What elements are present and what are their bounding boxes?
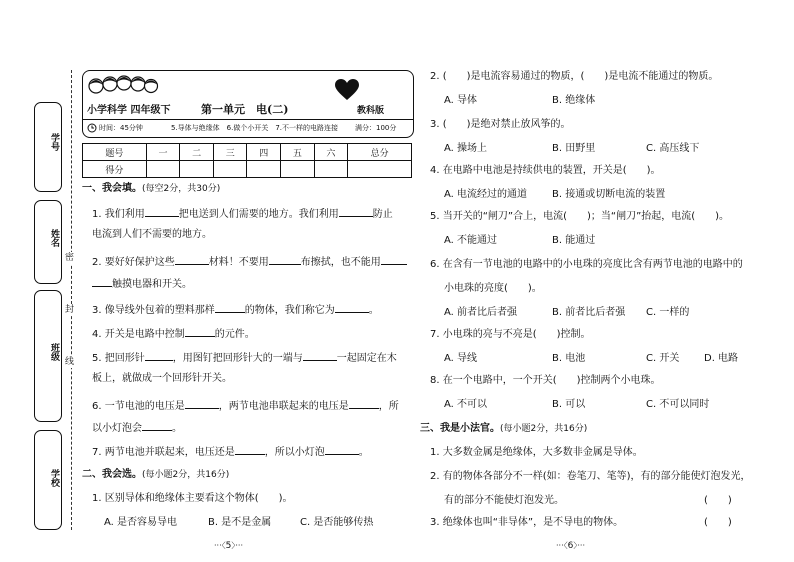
s1-q7-blank1[interactable] xyxy=(235,444,265,455)
s1-q3-text: 。 xyxy=(368,305,379,316)
footer-left xyxy=(214,540,243,551)
s2-q5-option-a[interactable]: A. 不能通过 xyxy=(444,235,498,246)
s1-q5-text: 5. 把回形针 xyxy=(92,353,145,364)
kids-illustration xyxy=(87,71,159,101)
score-cell: 四 xyxy=(247,144,281,161)
s1-q5-text: ，用图钉把回形针大的一端与 xyxy=(172,353,303,364)
s1-q4-line xyxy=(92,326,255,342)
score-input-cell[interactable] xyxy=(348,161,412,178)
s1-q3-line xyxy=(92,302,379,318)
score-cell: 二 xyxy=(180,144,214,161)
s2-q6-line2: 小电珠的亮度( )。 xyxy=(444,283,542,294)
s1-q5-blank2[interactable] xyxy=(303,350,337,361)
s1-q6-text: 。 xyxy=(172,423,182,434)
binding-box-class xyxy=(34,290,62,422)
heart-icon xyxy=(335,79,359,101)
s2-q7-option-d[interactable]: D. 电路 xyxy=(704,353,739,364)
s1-q1-text: 1. 我们利用 xyxy=(92,209,145,220)
time-label: 时间：45分钟 xyxy=(99,124,143,132)
s1-q5-line1 xyxy=(92,350,397,366)
s1-q3-text: 3. 像导线外包着的塑料那样 xyxy=(92,305,215,316)
cut-char-seal: 密 xyxy=(65,253,75,263)
s2-q3-option-b[interactable]: B. 田野里 xyxy=(552,143,596,154)
s2-q4-option-b[interactable]: B. 接通或切断电流的装置 xyxy=(552,189,666,200)
cut-char-line: 线 xyxy=(65,357,75,367)
s1-q2-blank3[interactable] xyxy=(381,254,407,265)
binding-label-name: 姓名 xyxy=(49,229,59,247)
s2-q6-option-b[interactable]: B. 前者比后者强 xyxy=(552,307,626,318)
s1-q6-text: 6. 一节电池的电压是 xyxy=(92,401,185,412)
score-cell: 题号 xyxy=(83,144,147,161)
unit-title: 第一单元 电(二) xyxy=(201,103,289,116)
s2-q1-option-a[interactable]: A. 是否容易导电 xyxy=(104,517,178,528)
s1-q5-blank1[interactable] xyxy=(145,350,173,361)
s2-q2-text: 2. ( )是电流容易通过的物质，( )是电流不能通过的物质。 xyxy=(430,71,719,82)
topics-label: 5.导体与绝缘体 6.做个小开关 7.不一样的电路连接 xyxy=(171,124,339,132)
s1-q4-text: 的元件。 xyxy=(214,329,255,340)
section3-heading xyxy=(420,422,587,436)
score-input-cell[interactable] xyxy=(213,161,247,178)
s2-q8-option-c[interactable]: C. 不可以同时 xyxy=(646,399,710,410)
s1-q7-blank2[interactable] xyxy=(325,444,359,455)
score-input-cell[interactable] xyxy=(281,161,315,178)
s1-q7-text: 。 xyxy=(358,447,369,458)
s1-q6-line2 xyxy=(92,420,182,436)
full-score-label: 满分：100分 xyxy=(355,124,397,132)
page-number-right: 6 xyxy=(567,541,574,551)
score-table xyxy=(82,143,412,178)
section1-heading xyxy=(82,182,220,196)
s1-q3-text: 的物体，我们称它为 xyxy=(244,305,335,316)
score-table-score-row xyxy=(83,161,412,178)
binding-box-school xyxy=(34,430,62,530)
s1-q4-blank[interactable] xyxy=(185,326,215,337)
s2-q1-option-c[interactable]: C. 是否能够传热 xyxy=(300,517,374,528)
s3-q3-answer-paren[interactable]: ( ) xyxy=(704,517,732,528)
section1-note: (每空2分，共30分) xyxy=(142,184,221,194)
s1-q2-text: 布擦拭，也不能用 xyxy=(300,257,381,268)
footer-left-ornament: ···〈 xyxy=(214,541,226,550)
edition-label: 教科版 xyxy=(357,106,385,116)
score-table-header-row xyxy=(83,144,412,161)
s2-q4-option-a[interactable]: A. 电流经过的通道 xyxy=(444,189,528,200)
score-cell: 一 xyxy=(146,144,180,161)
cut-char-close: 封 xyxy=(65,305,75,315)
s2-q1-text: 1. 区别导体和绝缘体主要看这个物体( )。 xyxy=(92,493,293,504)
s1-q1-blank1[interactable] xyxy=(145,206,179,217)
s1-q3-blank1[interactable] xyxy=(215,302,245,313)
s2-q5-text: 5. 当开关的“闸刀”合上，电流( )；当“闸刀”抬起，电流( )。 xyxy=(430,211,730,222)
section3-title: 三、我是小法官。 xyxy=(420,423,500,434)
s2-q3-option-c[interactable]: C. 高压线下 xyxy=(646,143,700,154)
s1-q1-text: 把电送到人们需要的地方。我们利用 xyxy=(178,209,339,220)
score-input-cell[interactable] xyxy=(180,161,214,178)
score-cell: 五 xyxy=(281,144,315,161)
binding-label-class: 班级 xyxy=(49,343,59,361)
s1-q6-text: 以小灯泡会 xyxy=(92,423,142,434)
page-number-left: 5 xyxy=(225,541,232,551)
s1-q1-text: 防止 xyxy=(372,209,393,220)
score-cell: 三 xyxy=(213,144,247,161)
s1-q4-text: 4. 开关是电路中控制 xyxy=(92,329,185,340)
s1-q2-blank4[interactable] xyxy=(92,276,112,287)
score-input-cell[interactable] xyxy=(146,161,180,178)
s1-q6-blank2[interactable] xyxy=(349,398,379,409)
score-cell: 六 xyxy=(314,144,348,161)
s1-q6-blank3[interactable] xyxy=(142,420,172,431)
s2-q2-option-b[interactable]: B. 绝缘体 xyxy=(552,95,596,106)
s2-q4-text: 4. 在电路中电池是持续供电的装置，开关是( )。 xyxy=(430,165,661,176)
s1-q2-line2 xyxy=(92,276,192,292)
section2-note: (每小题2分，共16分) xyxy=(142,470,230,480)
s3-q2-answer-paren[interactable]: ( ) xyxy=(704,495,732,506)
s1-q6-text: ，所 xyxy=(378,401,399,412)
s1-q2-text: 触摸电器和开关。 xyxy=(112,279,192,290)
binding-box-name xyxy=(34,200,62,284)
cut-line xyxy=(71,70,72,530)
s2-q7-text: 7. 小电珠的亮与不亮是( )控制。 xyxy=(430,329,591,340)
section2-title: 二、我会选。 xyxy=(82,469,142,480)
s2-q1-option-b[interactable]: B. 是不是金属 xyxy=(208,517,272,528)
score-cell: 总分 xyxy=(348,144,412,161)
s2-q8-text: 8. 在一个电路中，一个开关( )控制两个小电珠。 xyxy=(430,375,661,386)
s2-q2-option-a[interactable]: A. 导体 xyxy=(444,95,478,106)
s3-q1-text: 1. 大多数金属是绝缘体，大多数非金属是导体。 xyxy=(430,447,643,458)
s1-q7-line xyxy=(92,444,369,460)
s2-q7-option-c[interactable]: C. 开关 xyxy=(646,353,680,364)
s1-q6-line1 xyxy=(92,398,399,414)
s1-q2-blank2[interactable] xyxy=(269,254,301,265)
s1-q2-text: 2. 要好好保护这些 xyxy=(92,257,175,268)
footer-left-ornament: 〉··· xyxy=(231,541,244,550)
score-cell: 得分 xyxy=(83,161,147,178)
s1-q5-text: 一起固定在木 xyxy=(336,353,397,364)
footer-right xyxy=(556,540,585,551)
s2-q6-option-a[interactable]: A. 前者比后者强 xyxy=(444,307,518,318)
header-divider xyxy=(83,119,413,120)
s2-q5-option-b[interactable]: B. 能通过 xyxy=(552,235,596,246)
footer-right-ornament: ···〈 xyxy=(556,541,568,550)
subject-label: 小学科学 四年级下 xyxy=(87,105,171,116)
s2-q3-option-a[interactable]: A. 操场上 xyxy=(444,143,488,154)
s2-q6-line1: 6. 在含有一节电池的电路中的小电珠的亮度比含有两节电池的电路中的 xyxy=(430,259,743,270)
s1-q6-text: ，两节电池串联起来的电压是 xyxy=(218,401,349,412)
s2-q3-text: 3. ( )是绝对禁止放风筝的。 xyxy=(430,119,571,130)
s1-q1-blank2[interactable] xyxy=(339,206,373,217)
s1-q3-blank2[interactable] xyxy=(335,302,369,313)
s2-q8-option-b[interactable]: B. 可以 xyxy=(552,399,586,410)
section1-title: 一、我会填。 xyxy=(82,183,142,194)
score-input-cell[interactable] xyxy=(314,161,348,178)
binding-box-student-id xyxy=(34,102,62,192)
section3-note: (每小题2分，共16分) xyxy=(500,424,588,434)
footer-right-ornament: 〉··· xyxy=(573,541,586,550)
s1-q2-blank1[interactable] xyxy=(175,254,209,265)
s2-q7-option-a[interactable]: A. 导线 xyxy=(444,353,478,364)
binding-label-student-id: 学号 xyxy=(49,133,59,151)
s1-q2-text: 材料！不要用 xyxy=(208,257,269,268)
s3-q2-line1: 2. 有的物体各部分不一样(如：卷笔刀、笔等)，有的部分能使灯泡发光， xyxy=(430,471,751,482)
header-box xyxy=(82,70,414,138)
s3-q2-line2: 有的部分不能使灯泡发光。 xyxy=(444,495,564,506)
s1-q5-line2: 板上，就做成一个回形针开关。 xyxy=(92,373,232,384)
s2-q8-option-a[interactable]: A. 不可以 xyxy=(444,399,488,410)
clock-icon xyxy=(87,123,97,133)
binding-label-school: 学校 xyxy=(49,469,59,487)
s1-q1-line2: 电流到人们不需要的地方。 xyxy=(92,229,212,240)
s3-q3-text: 3. 绝缘体也叫“非导体”，是不导电的物体。 xyxy=(430,517,624,528)
s1-q6-blank1[interactable] xyxy=(185,398,219,409)
s1-q7-text: ，所以小灯泡 xyxy=(264,447,325,458)
s1-q7-text: 7. 两节电池并联起来，电压还是 xyxy=(92,447,235,458)
s1-q1-line1 xyxy=(92,206,393,222)
s1-q2-line1 xyxy=(92,254,407,270)
s2-q7-option-b[interactable]: B. 电池 xyxy=(552,353,586,364)
section2-heading xyxy=(82,468,229,482)
score-input-cell[interactable] xyxy=(247,161,281,178)
s2-q6-option-c[interactable]: C. 一样的 xyxy=(646,307,690,318)
